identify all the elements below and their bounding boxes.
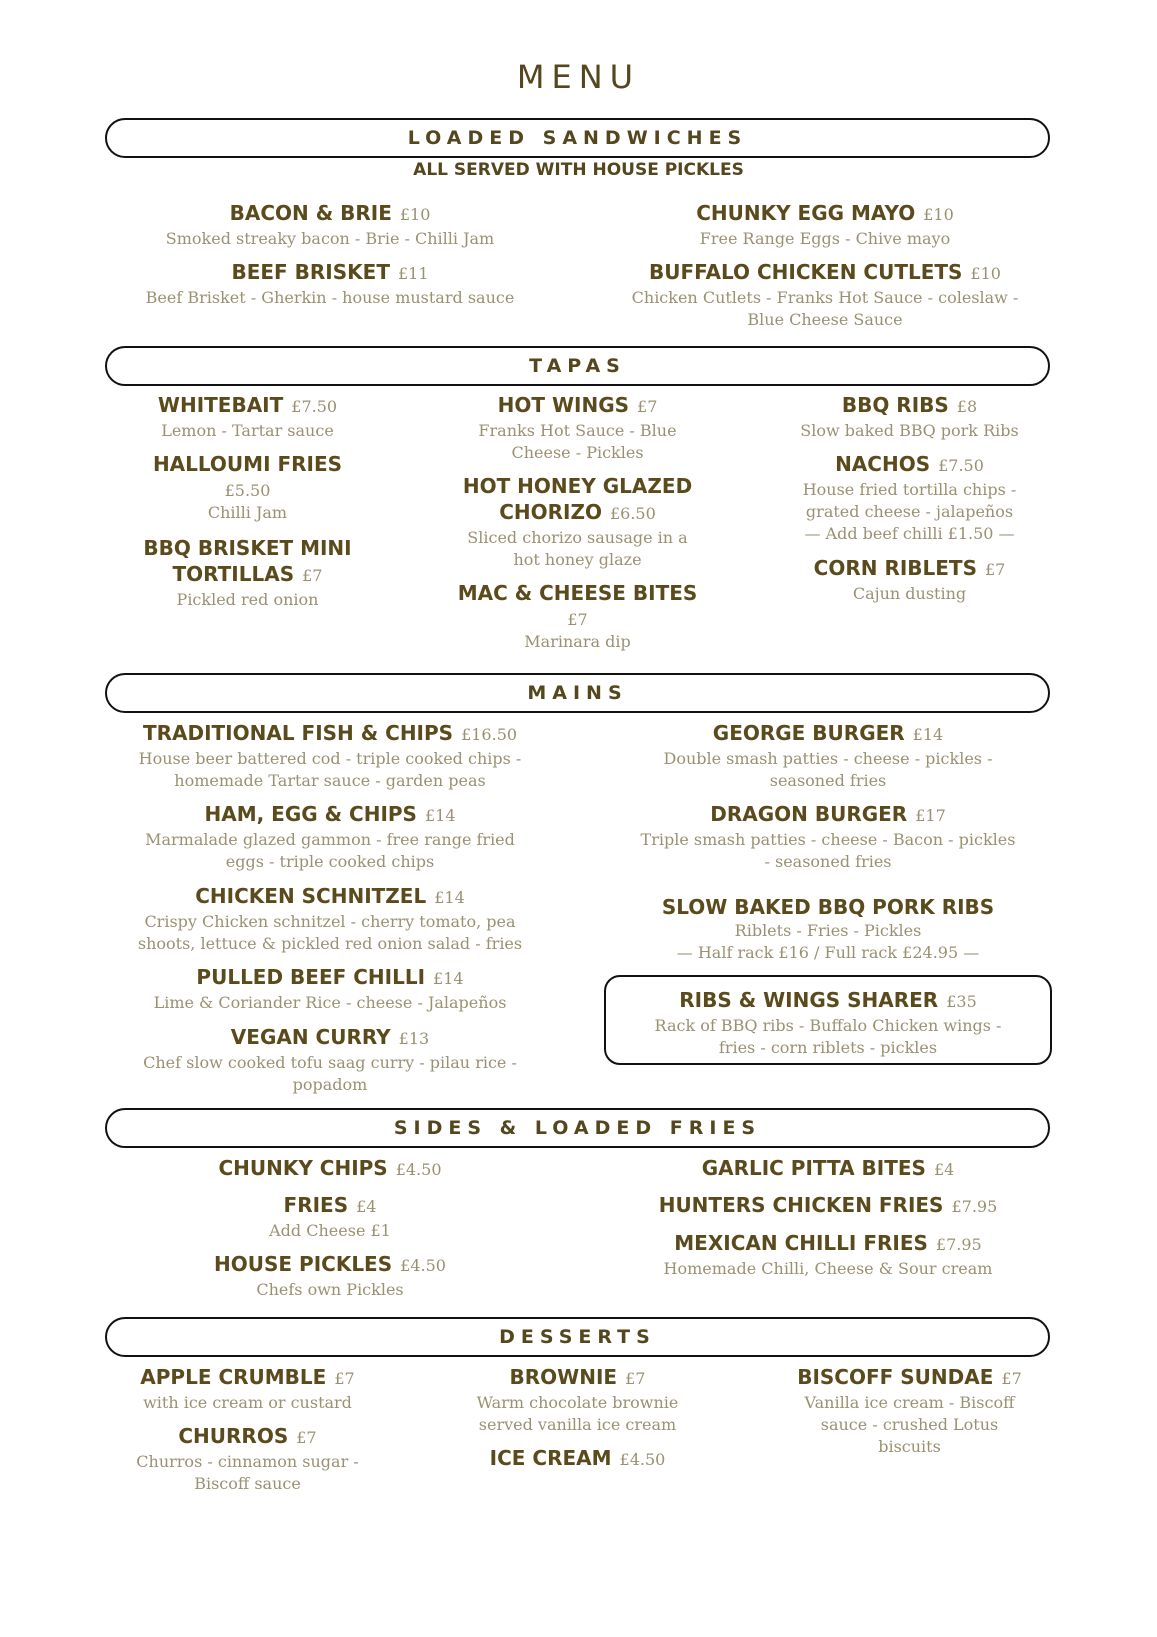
item-name: CHICKEN SCHNITZEL xyxy=(195,884,427,908)
item-name: MEXICAN CHILLI FRIES xyxy=(674,1231,928,1255)
item-price: £14 xyxy=(433,969,464,988)
item-description: Crispy Chicken schnitzel - cherry tomato, pea xyxy=(144,912,516,931)
item-name: TORTILLAS xyxy=(172,562,295,586)
menu-item xyxy=(604,894,1052,964)
item-description: biscuits xyxy=(878,1437,941,1456)
item-description: eggs - triple cooked chips xyxy=(225,852,435,871)
item-price: £7.50 xyxy=(291,397,338,416)
menu-item xyxy=(767,555,1052,605)
menu-item xyxy=(105,801,555,873)
item-price: £16.50 xyxy=(461,725,518,744)
menu-item xyxy=(604,801,1052,873)
item-name: BUFFALO CHICKEN CUTLETS xyxy=(649,260,963,284)
item-price: £11 xyxy=(397,264,429,283)
item-name: WHITEBAIT xyxy=(157,393,284,417)
item-price: £4 xyxy=(933,1160,955,1179)
item-description: — Half rack £16 / Full rack £24.95 — xyxy=(676,943,980,962)
menu-item xyxy=(105,1155,555,1183)
item-name: ICE CREAM xyxy=(489,1446,612,1470)
item-name: CHURROS xyxy=(178,1424,289,1448)
item-price: £17 xyxy=(915,806,946,825)
item-price: £4.50 xyxy=(395,1160,442,1179)
item-description: Chilli Jam xyxy=(207,503,288,522)
section-heading-loaded-sandwiches: LOADED SANDWICHES xyxy=(105,118,1050,158)
menu-item xyxy=(767,451,1052,545)
item-name: CORN RIBLETS xyxy=(813,556,977,580)
item-name: GEORGE BURGER xyxy=(712,721,905,745)
menu-item xyxy=(767,1364,1052,1458)
item-price: £4 xyxy=(356,1197,377,1216)
menu-item xyxy=(105,200,555,250)
item-description: shoots, lettuce & pickled red onion salad - fries xyxy=(137,934,523,953)
item-description: Warm chocolate brownie xyxy=(476,1393,679,1412)
item-name: BACON & BRIE xyxy=(229,201,392,225)
item-description: — Add beef chilli £1.50 — xyxy=(804,524,1015,543)
item-name: FRIES xyxy=(283,1193,349,1217)
item-description: seasoned fries xyxy=(769,771,887,790)
menu-item xyxy=(105,1251,555,1301)
menu-item xyxy=(435,1445,720,1473)
item-name: SLOW BAKED BBQ PORK RIBS xyxy=(661,895,995,919)
item-description: Add Cheese £1 xyxy=(269,1221,391,1240)
menu-item xyxy=(105,1423,390,1495)
item-description: Rack of BBQ ribs - Buffalo Chicken wings - xyxy=(654,1016,1002,1035)
item-price: £4.50 xyxy=(400,1256,446,1275)
item-description: Pickled red onion xyxy=(176,590,319,609)
item-name: MAC & CHEESE BITES xyxy=(457,581,698,605)
item-description: Blue Cheese Sauce xyxy=(747,310,903,329)
item-price: £5.50 xyxy=(224,481,271,500)
menu-item xyxy=(435,392,720,464)
item-description: Franks Hot Sauce - Blue xyxy=(478,421,677,440)
menu-item xyxy=(604,720,1052,792)
item-description: Slow baked BBQ pork Ribs xyxy=(800,421,1019,440)
item-description: Beef Brisket - Gherkin - house mustard sauce xyxy=(145,288,515,307)
item-description: Riblets - Fries - Pickles xyxy=(734,921,922,940)
menu-item xyxy=(105,259,555,309)
section-heading-sides: SIDES & LOADED FRIES xyxy=(105,1108,1050,1148)
menu-item xyxy=(105,535,390,611)
section-subheading: ALL SERVED WITH HOUSE PICKLES xyxy=(413,160,744,180)
item-description: Lemon - Tartar sauce xyxy=(161,421,334,440)
item-description: Lime & Coriander Rice - cheese - Jalapeños xyxy=(153,993,507,1012)
item-description: Cheese - Pickles xyxy=(511,443,644,462)
menu-item xyxy=(105,1024,555,1096)
item-price: £7 xyxy=(637,397,658,416)
item-description: with ice cream or custard xyxy=(143,1393,352,1412)
item-name: TRADITIONAL FISH & CHIPS xyxy=(142,721,454,745)
item-price: £14 xyxy=(912,725,944,744)
item-description: Double smash patties - cheese - pickles - xyxy=(663,749,993,768)
item-name: BROWNIE xyxy=(509,1365,618,1389)
menu-item xyxy=(435,580,720,653)
item-description: Churros - cinnamon sugar - xyxy=(136,1452,359,1471)
menu-item xyxy=(105,883,555,955)
item-description: - seasoned fries xyxy=(764,852,892,871)
item-price: £7 xyxy=(334,1369,355,1388)
item-price: £8 xyxy=(956,397,978,416)
item-description: homemade Tartar sauce - garden peas xyxy=(174,771,486,790)
item-name: HOT WINGS xyxy=(497,393,630,417)
item-price: £7 xyxy=(1001,1369,1022,1388)
item-name: HOT HONEY GLAZED xyxy=(462,474,693,498)
item-name: HOUSE PICKLES xyxy=(214,1252,393,1276)
item-name: BBQ RIBS xyxy=(841,393,949,417)
item-price: £4.50 xyxy=(619,1450,666,1469)
menu-item xyxy=(604,1192,1052,1220)
item-description: Sliced chorizo sausage in a xyxy=(467,528,688,547)
item-name: DRAGON BURGER xyxy=(710,802,908,826)
item-price: £10 xyxy=(923,205,954,224)
menu-item xyxy=(105,1192,555,1242)
item-name: CHUNKY EGG MAYO xyxy=(696,201,916,225)
item-name: CHUNKY CHIPS xyxy=(218,1156,388,1180)
item-name: VEGAN CURRY xyxy=(230,1025,391,1049)
menu-title: MENU xyxy=(516,58,641,96)
menu-item xyxy=(600,259,1050,331)
item-name: HALLOUMI FRIES xyxy=(152,452,343,476)
item-name: BEEF BRISKET xyxy=(231,260,390,284)
menu-item xyxy=(105,392,390,442)
section-heading-tapas: TAPAS xyxy=(105,346,1050,386)
item-name: PULLED BEEF CHILLI xyxy=(196,965,426,989)
item-name: BBQ BRISKET MINI xyxy=(143,536,352,560)
item-name: GARLIC PITTA BITES xyxy=(701,1156,926,1180)
item-price: £7.95 xyxy=(935,1235,982,1254)
item-name: NACHOS xyxy=(835,452,931,476)
menu-item xyxy=(105,1364,390,1414)
item-price: £7 xyxy=(625,1369,646,1388)
item-price: £7.50 xyxy=(938,456,984,475)
item-name: HAM, EGG & CHIPS xyxy=(204,802,417,826)
menu-item xyxy=(435,1364,720,1436)
item-description: Free Range Eggs - Chive mayo xyxy=(699,229,951,248)
item-price: £7 xyxy=(567,610,588,629)
item-description: Smoked streaky bacon - Brie - Chilli Jam xyxy=(165,229,495,248)
item-name: APPLE CRUMBLE xyxy=(140,1365,327,1389)
menu-item xyxy=(767,392,1052,442)
item-price: £14 xyxy=(424,806,456,825)
sharer-box xyxy=(604,975,1052,1065)
item-price: £7 xyxy=(302,566,323,585)
item-name: RIBS & WINGS SHARER xyxy=(679,988,939,1012)
menu-item xyxy=(435,473,720,571)
menu-item xyxy=(105,720,555,792)
item-description: Chef slow cooked tofu saag curry - pilau rice - xyxy=(143,1053,517,1072)
item-description: Triple smash patties - cheese - Bacon - pickles xyxy=(640,830,1016,849)
item-price: £7 xyxy=(984,560,1006,579)
item-price: £7 xyxy=(296,1428,317,1447)
item-name: BISCOFF SUNDAE xyxy=(797,1365,994,1389)
item-price: £10 xyxy=(970,264,1001,283)
item-description: popadom xyxy=(292,1075,368,1094)
item-name: CHORIZO xyxy=(499,500,602,524)
item-price: £13 xyxy=(398,1029,430,1048)
item-description: Chicken Cutlets - Franks Hot Sauce - coleslaw - xyxy=(631,288,1019,307)
item-description: grated cheese - jalapeños xyxy=(805,502,1014,521)
item-description: fries - corn riblets - pickles xyxy=(718,1038,938,1057)
menu-item xyxy=(105,451,390,524)
item-description: hot honey glaze xyxy=(513,550,642,569)
menu-item xyxy=(604,1230,1052,1280)
item-description: served vanilla ice cream xyxy=(478,1415,677,1434)
item-price: £14 xyxy=(434,888,465,907)
menu-item xyxy=(105,964,555,1014)
section-heading-desserts: DESSERTS xyxy=(105,1317,1050,1357)
item-price: £35 xyxy=(946,992,977,1011)
item-description: House beer battered cod - triple cooked chips - xyxy=(138,749,522,768)
section-heading-mains: MAINS xyxy=(105,673,1050,713)
item-description: House fried tortilla chips - xyxy=(802,480,1017,499)
menu-item xyxy=(606,987,1050,1059)
item-price: £10 xyxy=(399,205,431,224)
item-description: Vanilla ice cream - Biscoff xyxy=(804,1393,1015,1412)
item-price: £6.50 xyxy=(609,504,656,523)
item-description: sauce - crushed Lotus xyxy=(820,1415,999,1434)
item-description: Marmalade glazed gammon - free range fried xyxy=(145,830,515,849)
item-name: HUNTERS CHICKEN FRIES xyxy=(658,1193,944,1217)
item-price: £7.95 xyxy=(951,1197,998,1216)
item-description: Chefs own Pickles xyxy=(256,1280,404,1299)
item-description: Cajun dusting xyxy=(852,584,967,603)
menu-item xyxy=(604,1155,1052,1183)
item-description: Marinara dip xyxy=(524,632,631,651)
item-description: Biscoff sauce xyxy=(194,1474,301,1493)
item-description: Homemade Chilli, Cheese & Sour cream xyxy=(663,1259,993,1278)
menu-item xyxy=(600,200,1050,250)
